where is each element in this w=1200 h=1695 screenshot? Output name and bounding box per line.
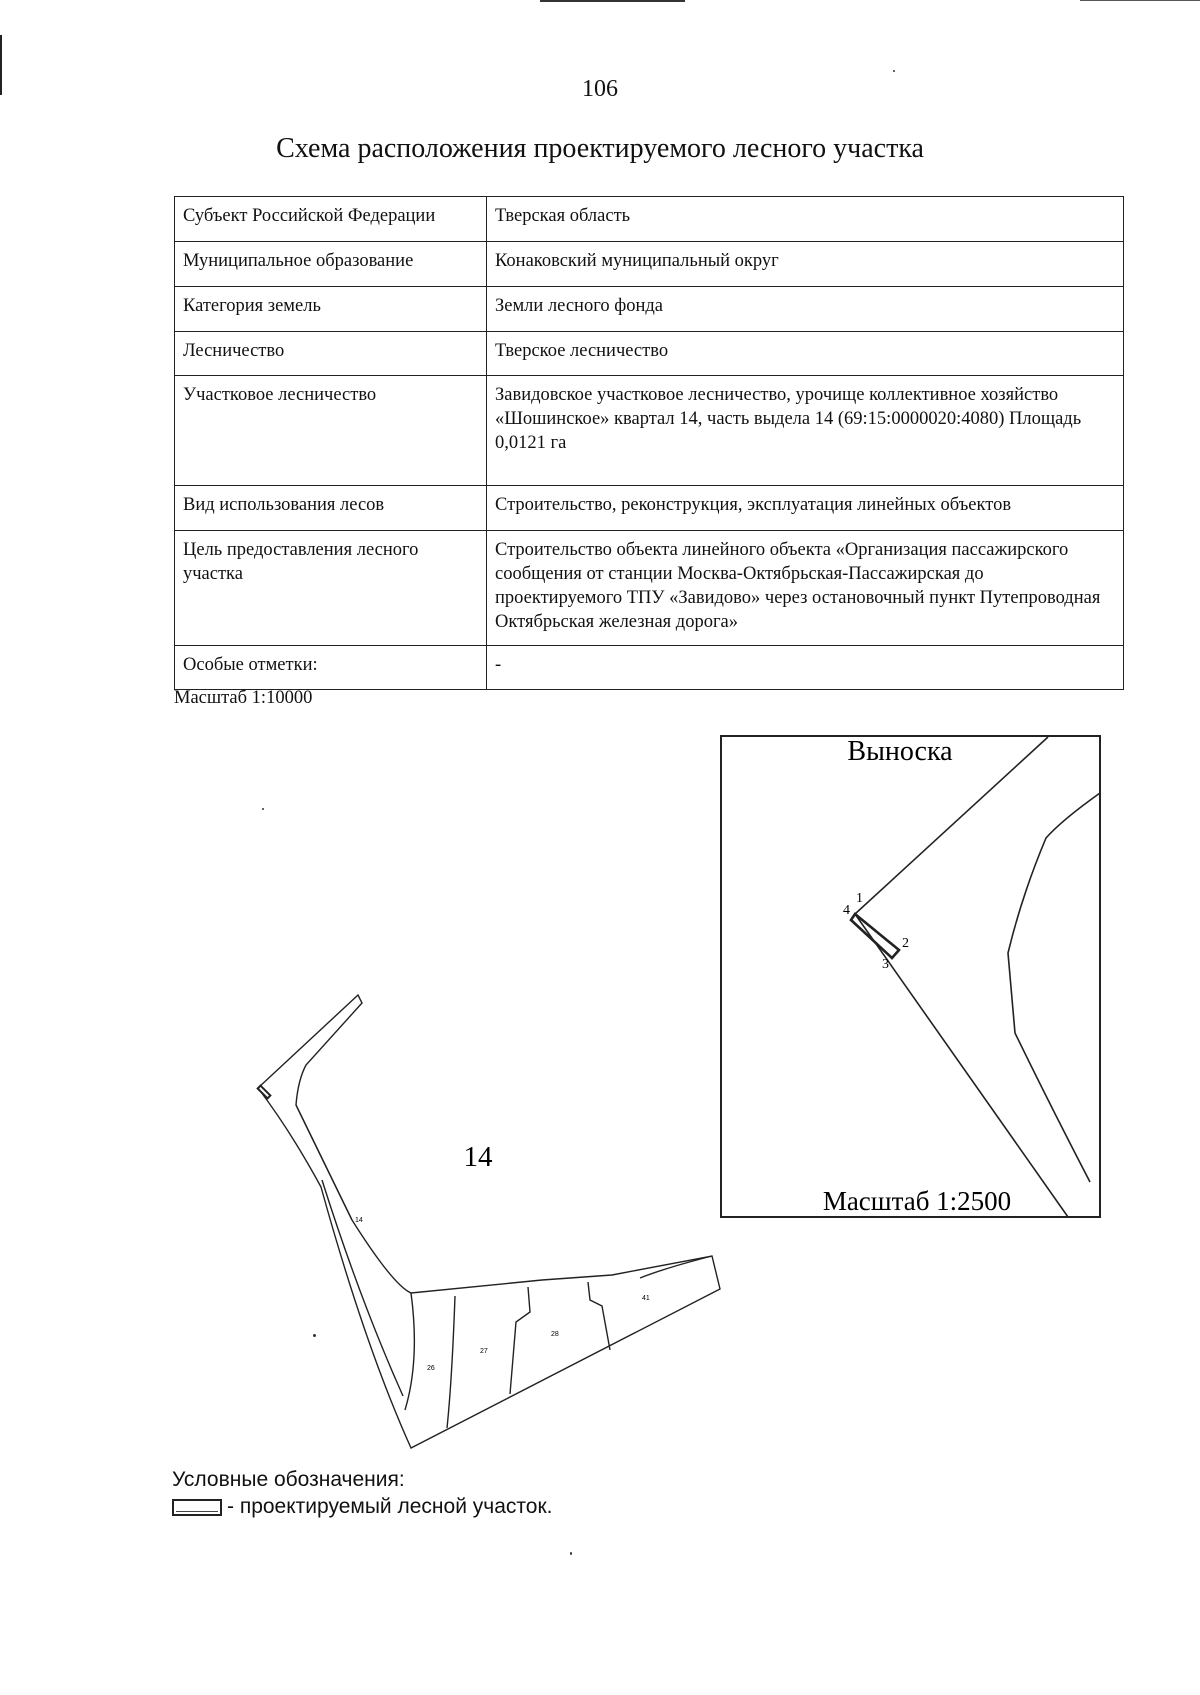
row-value: Строительство объекта линейного объекта «Организация пассажирского сообщения от станции Москва-Октябрьская-Пассажирская до проектируемого ТПУ «Завидово» через остановочный пункт Путепроводная Октябрьская железная дорога» xyxy=(487,531,1124,646)
row-label: Муниципальное образование xyxy=(175,242,487,287)
parcel-division-line xyxy=(588,1282,610,1350)
scan-speck xyxy=(570,1552,572,1555)
inset-boundary-line xyxy=(1008,793,1100,1182)
parcel-division-line xyxy=(322,1180,403,1396)
inset-scale: Масштаб 1:2500 xyxy=(822,1186,1012,1216)
row-value: Тверская область xyxy=(487,197,1124,242)
row-label: Категория земель xyxy=(175,287,487,332)
row-value: Конаковский муниципальный округ xyxy=(487,242,1124,287)
parcel-label: 27 xyxy=(480,1348,488,1355)
quarter-boundary xyxy=(258,995,720,1448)
inset-frame xyxy=(721,736,1100,1217)
parcel-label: 28 xyxy=(551,1331,559,1338)
main-map xyxy=(258,995,720,1448)
row-label: Субъект Российской Федерации xyxy=(175,197,487,242)
parcel-division-line xyxy=(296,1105,352,1220)
row-value: Строительство, реконструкция, эксплуатация линейных объектов xyxy=(487,486,1124,531)
legend-title: Условные обозначения: xyxy=(172,1468,405,1491)
point-label: 2 xyxy=(902,936,909,951)
inset-callout xyxy=(721,736,1100,1217)
parcel-label: 41 xyxy=(642,1295,650,1302)
row-label: Вид использования лесов xyxy=(175,486,487,531)
row-label: Участковое лесничество xyxy=(175,376,487,486)
parcel-label: 14 xyxy=(355,1217,363,1224)
row-label: Цель предоставления лесного участка xyxy=(175,531,487,646)
scan-speck xyxy=(313,1334,316,1337)
legend-item-text: - проектируемый лесной участок. xyxy=(227,1495,553,1518)
scan-speck xyxy=(893,70,895,72)
inset-title: Выноска xyxy=(847,736,953,767)
parcel-label: 26 xyxy=(427,1365,435,1372)
parcel-division-line xyxy=(405,1293,414,1410)
point-label: 3 xyxy=(882,957,889,972)
row-value: - xyxy=(487,646,1124,690)
scan-speck xyxy=(262,808,264,810)
projected-parcel-outline xyxy=(851,914,899,958)
point-label: 4 xyxy=(843,903,850,918)
row-label: Особые отметки: xyxy=(175,646,487,690)
quarter-number: 14 xyxy=(463,1141,493,1173)
page-number: 106 xyxy=(582,76,618,102)
parcel-legend-symbol-icon xyxy=(172,1499,222,1516)
legend-item xyxy=(172,1495,552,1519)
document-title: Схема расположения проектируемого лесного участка xyxy=(276,133,924,164)
parcel-division-line xyxy=(510,1287,530,1394)
parcel-division-line xyxy=(447,1296,455,1428)
main-map-scale: Масштаб 1:10000 xyxy=(174,688,313,708)
row-label: Лесничество xyxy=(175,332,487,376)
row-value: Земли лесного фонда xyxy=(487,287,1124,332)
row-value: Завидовское участковое лесничество, урочище коллективное хозяйство «Шошинское» квартал 14, часть выдела 14 (69:15:0000020:4080) Площадь 0,0121 га xyxy=(487,376,1124,486)
point-label: 1 xyxy=(856,891,863,906)
row-value: Тверское лесничество xyxy=(487,332,1124,376)
